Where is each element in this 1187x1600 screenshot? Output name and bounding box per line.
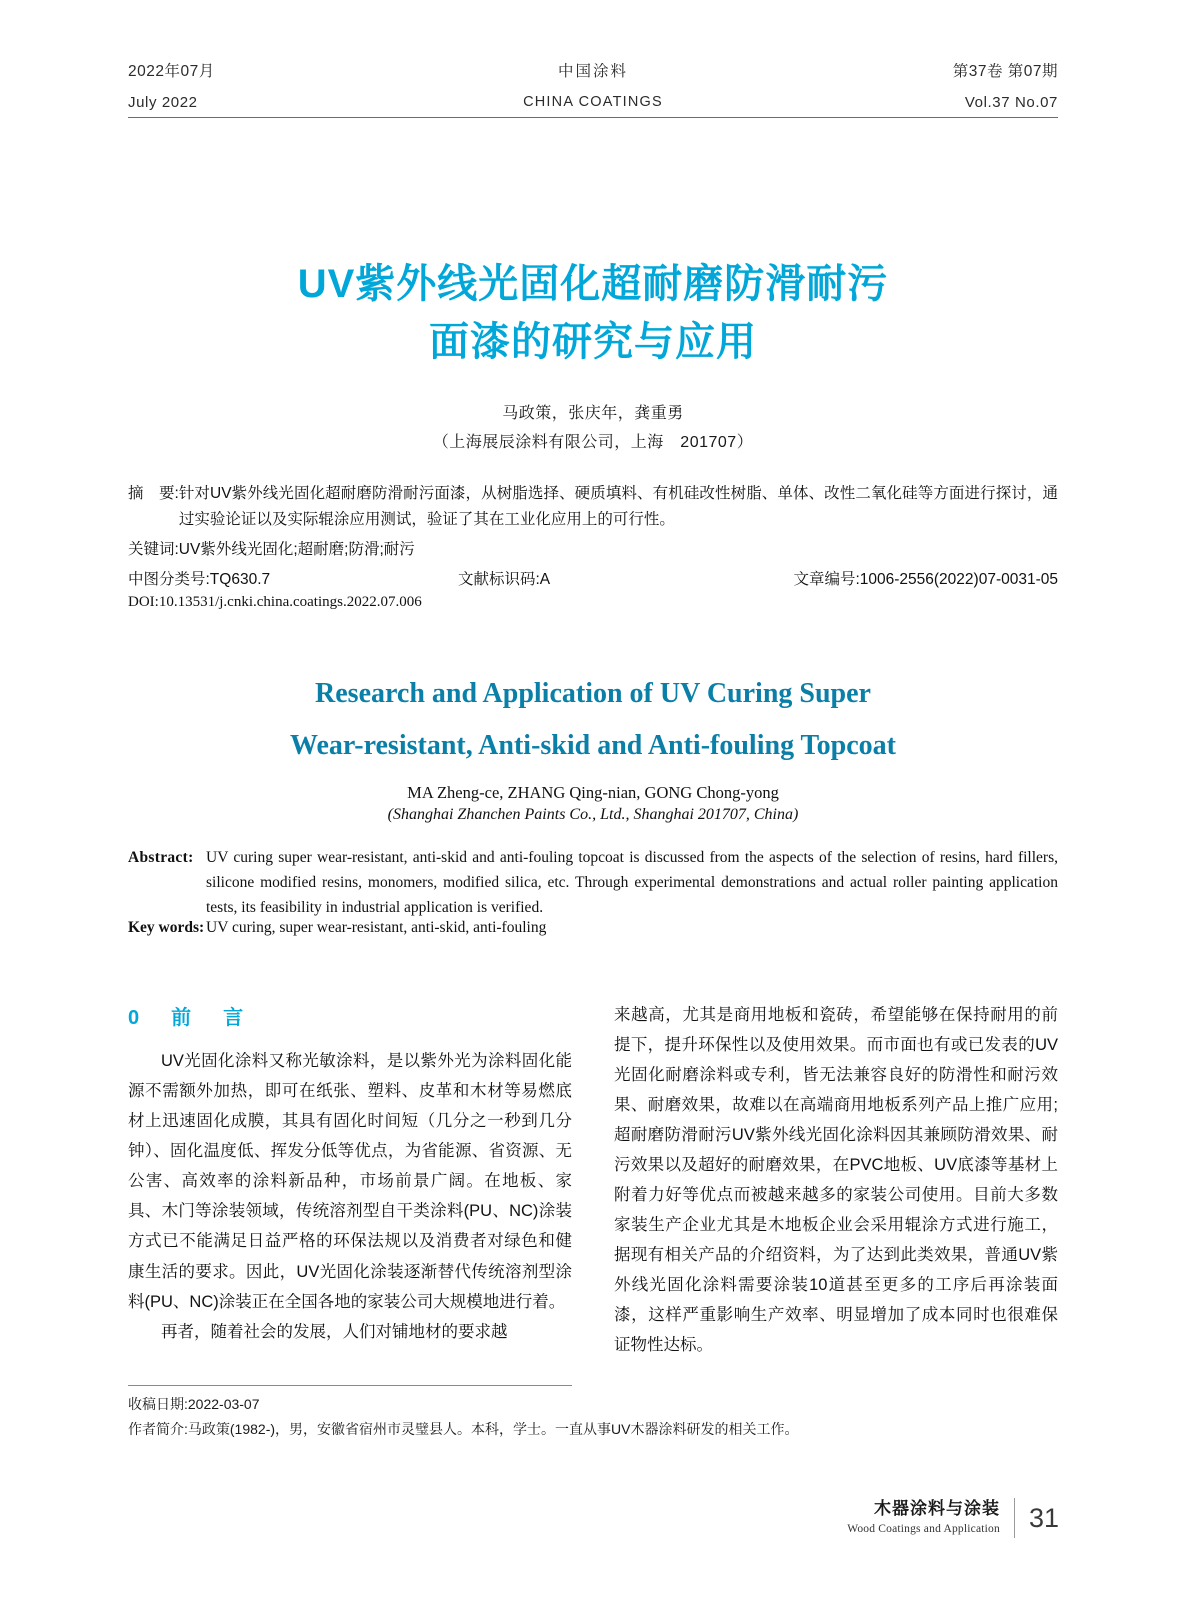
doi-line: DOI:10.13531/j.cnki.china.coatings.2022.07.006	[128, 594, 422, 610]
article-id: 文章编号:1006-2556(2022)07-0031-05	[793, 571, 1058, 588]
running-head-right	[748, 58, 1058, 117]
keywords-en	[128, 919, 1058, 937]
affiliation-cn: （上海展辰涂料有限公司，上海 201707）	[432, 434, 754, 451]
running-head-left	[128, 58, 438, 117]
page-title-en	[160, 668, 1026, 772]
body-paragraph-1: UV光固化涂料又称光敏涂料，是以紫外光为涂料固化能源不需额外加热，即可在纸张、塑料、皮革和木材等易燃底材上迅速固化成膜，其具有固化时间短（几分之一秒到几分钟）、固化温度低、挥发分低等优点，为省能源、省资源、无公害、高效率的涂料新品种，市场前景广阔。在地板、家具、木门等涂装领域，传统溶剂型自干类涂料(PU、NC)涂装方式已不能满足日益严格的环保法规以及消费者对绿色和健康生活的要求。因此，UV光固化涂装逐渐替代传统溶剂型涂料(PU、NC)涂装正在全国各地的家装公司大规模地进行着。	[128, 1052, 572, 1311]
authors-cn: 马政策，张庆年，龚重勇	[502, 405, 684, 422]
abstract-cn	[128, 481, 1058, 532]
running-head	[128, 58, 1058, 117]
footnotes	[128, 1392, 1058, 1441]
page-title-cn	[128, 255, 1058, 371]
abstract-en	[128, 845, 1058, 920]
journal-name-en: CHINA COATINGS	[523, 94, 663, 111]
volume-issue-cn: 第37卷 第07期	[952, 63, 1058, 80]
footer-section-cn: 木器涂料与涂装	[873, 1499, 1000, 1519]
page-title-en-line2: Wear-resistant, Anti-skid and Anti-fouling Topcoat	[289, 729, 896, 761]
footer-journal-section	[847, 1499, 1000, 1536]
body-paragraph-3: 来越高，尤其是商用地板和瓷砖，希望能够在保持耐用的前提下，提升环保性以及使用效果。而市面也有或已发表的UV光固化耐磨涂料或专利，皆无法兼容良好的防滑性和耐污效果、耐磨效果，故难以在高端商用地板系列产品上推广应用;超耐磨防滑耐污UV紫外线光固化涂料因其兼顾防滑效果、耐污效果以及超好的耐磨效果，在PVC地板、UV底漆等基材上附着力好等优点而被越来越多的家装公司使用。目前大多数家装生产企业尤其是木地板企业会采用辊涂方式进行施工，据现有相关产品的介绍资料，为了达到此类效果，普通UV紫外线光固化涂料需要涂装10道甚至更多的工序后再涂装面漆，这样严重影响生产效率、明显增加了成本同时也很难保证物性达标。	[614, 1006, 1058, 1355]
body-column-right	[614, 1000, 1058, 1360]
authors-en: MA Zheng-ce, ZHANG Qing-nian, GONG Chong-yong	[407, 783, 779, 802]
abstract-cn-text: 针对UV紫外线光固化超耐磨防滑耐污面漆，从树脂选择、硬质填料、有机硅改性树脂、单体、改性二氧化硅等方面进行探讨，通过实验论证以及实际辊涂应用测试，验证了其在工业化应用上的可行性。	[178, 485, 1058, 528]
document-code: 文献标识码:A	[458, 571, 551, 588]
abstract-en-label: Abstract:	[128, 849, 194, 866]
page-footer	[847, 1498, 1059, 1538]
page-number: 31	[1028, 1502, 1059, 1533]
header-divider	[128, 117, 1058, 118]
page-title-en-line1: Research and Application of UV Curing Super	[315, 678, 871, 709]
abstract-cn-label: 摘 要:	[128, 485, 179, 502]
footer-section-en: Wood Coatings and Application	[847, 1522, 1000, 1535]
footer-divider	[1014, 1498, 1015, 1538]
page-title-cn-line2: 面漆的研究与应用	[429, 320, 757, 364]
body-columns	[128, 1000, 1058, 1360]
body-column-left	[128, 1000, 572, 1360]
author-bio: 作者简介:马政策(1982-)，男，安徽省宿州市灵璧县人。本科，学士。一直从事UV木器涂料研发的相关工作。	[128, 1420, 799, 1437]
running-head-center	[438, 58, 748, 116]
abstract-en-text: UV curing super wear-resistant, anti-skid and anti-fouling topcoat is discussed from the aspects of the selection of resins, hard fillers, silicone modified resins, monomers, modified silica, etc. Through experimental demonstrations and actual roller painting application tests, its feasibility in industrial application is verified.	[206, 849, 1058, 917]
body-paragraph-2: 再者，随着社会的发展，人们对铺地材的要求越	[161, 1322, 508, 1341]
journal-name-cn: 中国涂料	[557, 63, 628, 80]
received-date: 收稿日期:2022-03-07	[128, 1396, 260, 1412]
keywords-cn: 关键词:UV紫外线光固化;超耐磨;防滑;耐污	[128, 541, 415, 558]
affiliation-en: (Shanghai Zhanchen Paints Co., Ltd., Shanghai 201707, China)	[387, 806, 799, 823]
keywords-en-text: UV curing, super wear-resistant, anti-skid, anti-fouling	[206, 919, 547, 936]
clc-number: 中图分类号:TQ630.7	[128, 571, 271, 588]
issue-date-cn: 2022年07月	[128, 63, 215, 80]
volume-issue-en: Vol.37 No.07	[964, 94, 1058, 112]
keywords-en-label: Key words:	[128, 919, 205, 936]
page-title-cn-line1: UV紫外线光固化超耐磨防滑耐污	[297, 262, 889, 306]
classification-line	[128, 567, 1058, 589]
section-heading-0: 0 前 言	[128, 1007, 250, 1029]
issue-date-en: July 2022	[128, 94, 198, 112]
footnote-divider	[128, 1385, 572, 1386]
